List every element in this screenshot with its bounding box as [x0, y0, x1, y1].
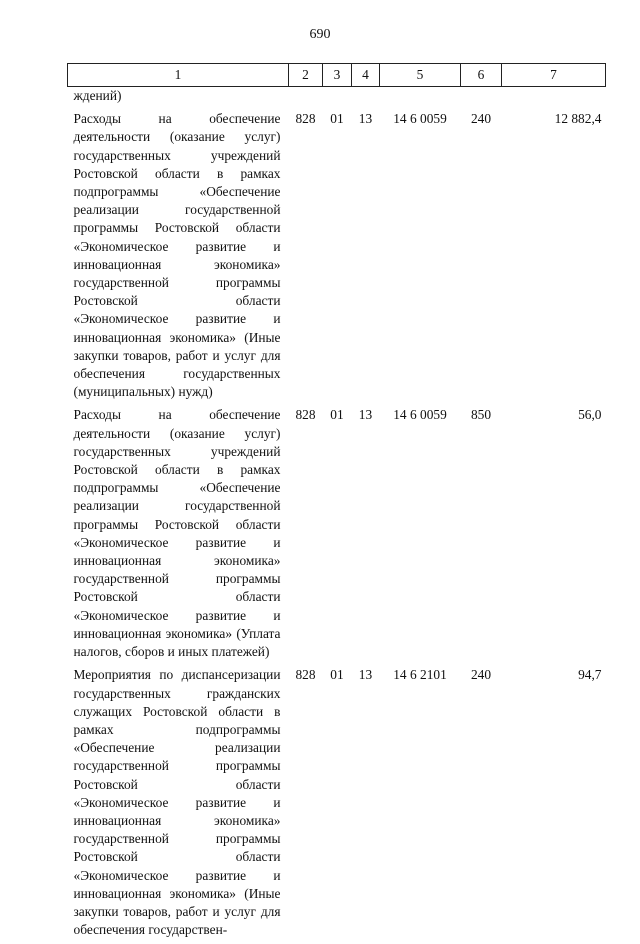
row-description: Расходы на обеспечение деятельности (оказание услуг) государственных учреждений Ростовской области в рамках подпрограммы «Обеспечение реализации государственной программы Ростовской области «Экономическое развитие и инновационная экономика» государственной программы Ростовской области «Экономическое развитие и инновационная экономика» (Иные закупки товаров, работ и услуг для обеспечения государственных (муниципальных) нужд)	[68, 110, 289, 406]
header-col-3: 3	[323, 64, 352, 87]
row-code-subsection: 13	[352, 666, 380, 944]
page-number: 690	[0, 27, 640, 43]
header-col-2: 2	[289, 64, 323, 87]
row-amount: 12 882,4	[502, 110, 606, 406]
row-code-ministry: 828	[289, 666, 323, 944]
row-code-subsection: 13	[352, 110, 380, 406]
row-code-target: 14 6 2101	[380, 666, 461, 944]
table-header	[68, 64, 606, 87]
row-code-ministry: 828	[289, 110, 323, 406]
table-row	[68, 666, 606, 944]
header-row	[68, 64, 606, 87]
row-code-target: 14 6 0059	[380, 110, 461, 406]
row-description: Мероприятия по диспансеризации государственных гражданских служащих Ростовской области в рамках подпрограммы «Обеспечение реализации государственной программы Ростовской области «Экономическое развитие и инновационная экономика» государственной программы Ростовской области «Экономическое развитие и инновационная экономика» (Иные закупки товаров, работ и услуг для обеспечения государствен-	[68, 666, 289, 944]
header-col-6: 6	[461, 64, 502, 87]
row-description: Расходы на обеспечение деятельности (оказание услуг) государственных учреждений Ростовской области в рамках подпрограммы «Обеспечение реализации государственной программы Ростовской области «Экономическое развитие и инновационная экономика» государственной программы Ростовской области «Экономическое развитие и инновационная экономика» (Уплата налогов, сборов и иных платежей)	[68, 406, 289, 666]
row-code-expense-type: 240	[461, 110, 502, 406]
row-code-subsection: 13	[352, 406, 380, 666]
table-row	[68, 406, 606, 666]
table-row	[68, 110, 606, 406]
header-col-1: 1	[68, 64, 289, 87]
header-col-7: 7	[502, 64, 606, 87]
row-code-expense-type: 240	[461, 666, 502, 944]
continuation-text: ждений)	[68, 87, 289, 111]
row-code-section: 01	[323, 666, 352, 944]
row-code-target: 14 6 0059	[380, 406, 461, 666]
budget-table	[67, 63, 606, 944]
row-amount: 56,0	[502, 406, 606, 666]
row-code-expense-type: 850	[461, 406, 502, 666]
continuation-row	[68, 87, 606, 111]
row-code-section: 01	[323, 110, 352, 406]
header-col-4: 4	[352, 64, 380, 87]
header-col-5: 5	[380, 64, 461, 87]
row-amount: 94,7	[502, 666, 606, 944]
row-code-ministry: 828	[289, 406, 323, 666]
row-code-section: 01	[323, 406, 352, 666]
table-body	[68, 87, 606, 944]
